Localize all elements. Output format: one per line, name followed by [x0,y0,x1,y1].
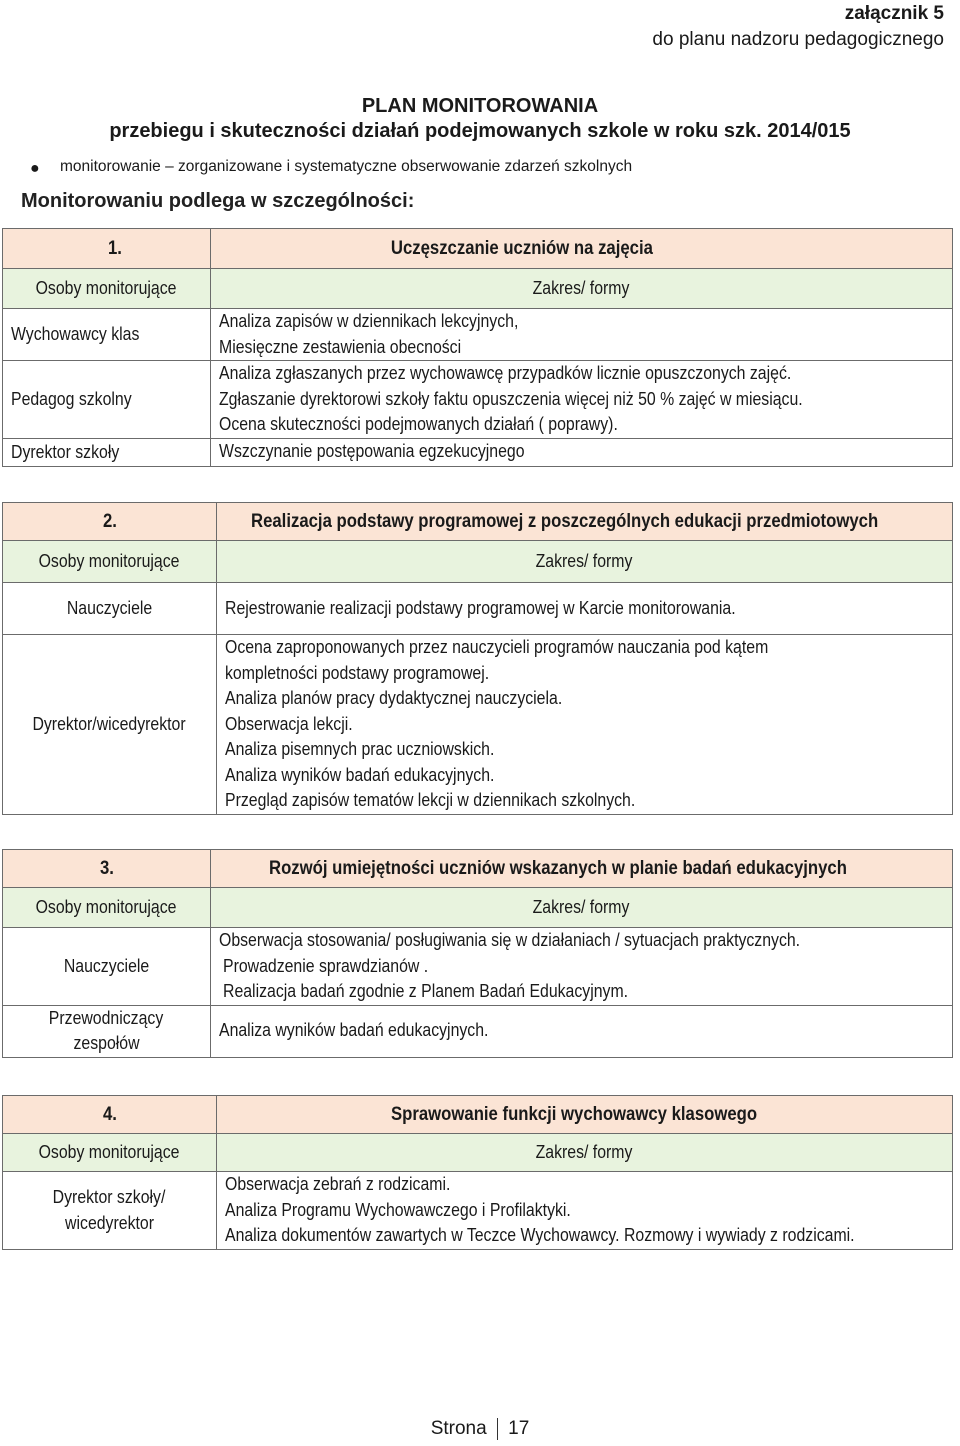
monitor-person: Nauczyciele [3,583,217,635]
column-header-scope: Zakres/ formy [211,269,953,309]
monitor-person: Nauczyciele [3,928,211,1006]
scope-cell: Analiza zgłaszanych przez wychowawcę przypadków licznie opuszczonych zajęć. Zgłaszanie dyrektorowi szkoły faktu opuszczenia więcej niż 50 % zajęć w miesiącu. Ocena skuteczności podejmowanych działań ( poprawy). [211,361,953,439]
document-title [0,94,960,144]
attachment-label: załącznik 5 [844,3,944,24]
section-2-table [2,502,953,815]
section-number: 2. [3,503,217,541]
column-header-scope: Zakres/ formy [217,541,953,583]
section-title: Realizacja podstawy programowej z poszczególnych edukacji przedmiotowych [217,503,953,541]
footer-separator [497,1418,499,1440]
subheading: Monitorowaniu podlega w szczególności: [21,190,415,212]
section-title: Uczęszczanie uczniów na zajęcia [211,229,953,269]
column-header-who: Osoby monitorujące [3,888,211,928]
scope-cell: Ocena zaproponowanych przez nauczycieli programów nauczania pod kątem kompletności podstawy programowej. Analiza planów pracy dydaktycznej nauczyciela. Obserwacja lekcji. Analiza pisemnych prac uczniowskich. Analiza wyników badań edukacyjnych. Przegląd zapisów tematów lekcji w dziennikach szkolnych. [217,635,953,815]
monitor-person: Pedagog szkolny [3,361,211,439]
section-1-table [2,228,953,467]
title-line-2: przebiegu i skuteczności działań podejmowanych szkole w roku szk. 2014/015 [109,120,851,142]
column-header-who: Osoby monitorujące [3,541,217,583]
bullet-icon: ● [30,160,40,177]
page-label: Strona [430,1418,487,1440]
scope-cell: Wszczynanie postępowania egzekucyjnego [211,438,953,466]
monitor-person: Dyrektor szkoły/ wicedyrektor [3,1172,217,1250]
section-number: 3. [3,850,211,888]
scope-cell: Rejestrowanie realizacji podstawy programowej w Karcie monitorowania. [217,583,953,635]
scope-cell: Analiza wyników badań edukacyjnych. [211,1005,953,1057]
document-header [652,1,944,53]
section-4-table [2,1095,953,1250]
section-number: 1. [3,229,211,269]
monitor-person: Wychowawcy klas [3,309,211,361]
monitor-person: Przewodniczący zespołów [3,1005,211,1057]
page-footer [0,1418,960,1440]
column-header-who: Osoby monitorujące [3,269,211,309]
monitor-person: Dyrektor szkoły [3,438,211,466]
section-number: 4. [3,1096,217,1134]
scope-cell: Obserwacja zebrań z rodzicami. Analiza Programu Wychowawczego i Profilaktyki. Analiza dokumentów zawartych w Teczce Wychowawcy. Rozmowy i wywiady z rodzicami. [217,1172,953,1250]
section-title: Rozwój umiejętności uczniów wskazanych w planie badań edukacyjnych [211,850,953,888]
section-3-table [2,849,953,1058]
page-number: 17 [508,1418,530,1440]
title-line-1: PLAN MONITOROWANIA [361,95,599,117]
monitor-person: Dyrektor/wicedyrektor [3,635,217,815]
plan-reference: do planu nadzoru pedagogicznego [652,29,944,50]
scope-cell: Analiza zapisów w dziennikach lekcyjnych, Miesięczne zestawienia obecności [211,309,953,361]
column-header-scope: Zakres/ formy [217,1134,953,1172]
section-title: Sprawowanie funkcji wychowawcy klasowego [217,1096,953,1134]
definition-text: monitorowanie – zorganizowane i systematyczne obserwowanie zdarzeń szkolnych [60,158,633,175]
column-header-scope: Zakres/ formy [211,888,953,928]
column-header-who: Osoby monitorujące [3,1134,217,1172]
scope-cell: Obserwacja stosowania/ posługiwania się w działaniach / sytuacjach praktycznych. Prowadzenie sprawdzianów . Realizacja badań zgodnie z Planem Badań Edukacyjnym. [211,928,953,1006]
